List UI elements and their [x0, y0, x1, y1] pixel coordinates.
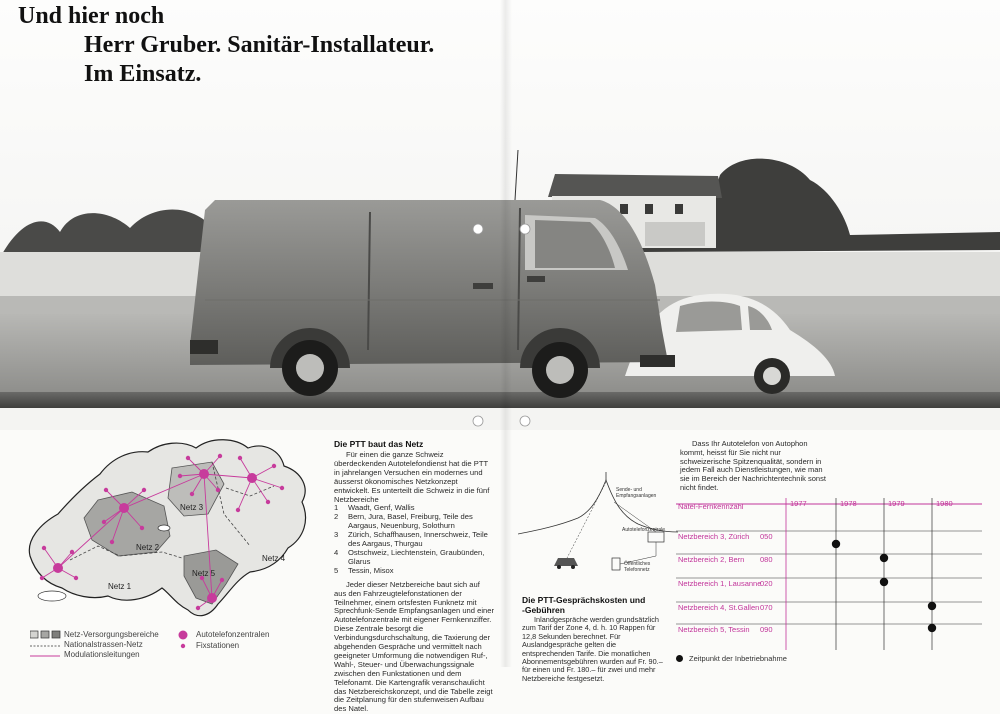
row-name: Netzbereich 4, St.Gallen: [678, 603, 760, 612]
legend-fixstationen: Fixstationen: [196, 641, 240, 650]
page-fold: [500, 0, 512, 667]
year-1979: 1979: [888, 499, 905, 508]
headline-line-3: Im Einsatz.: [84, 61, 202, 87]
table-row: [676, 625, 982, 639]
row-code: 070: [760, 603, 773, 612]
row-name: Netzbereich 1, Lausanne: [678, 579, 762, 588]
section-netz-para2: Jeder dieser Netzbereiche baut sich auf aus den Fahrzeugtelefonstationen der Teilnehmer, einem ortsfesten Funknetz mit Sprechfunk-Sende Empfangsanlagen und einer Autotelefonzentrale mit eigener Fernkennziffer. Diese Zentrale besorgt die Verbindungsdurchschaltung, die Taxierung der abgehenden Gespräche und vermittelt nach geeigneter Umformung die notwendigen Ruf-, Wahl-, Steuer- und Überwachungssignale zwischen den Funkstationen und dem Telefonamt. Die Kartengrafik veranschaulicht das Netzbereichskonzept, und die Tabelle zeigt die Zeitplanung für den stufenweisen Aufbau des Natel.: [334, 579, 495, 714]
legend-netz-bereiche: Netz-Versorgungsbereiche: [64, 630, 159, 639]
table-row: [676, 532, 982, 546]
row-name: Netzbereich 3, Zürich: [678, 532, 750, 541]
table-row: [676, 603, 982, 617]
list-item: 5 Tessin, Misox: [334, 565, 394, 575]
diagram-label-zentrale: Autotelefonzentrale: [622, 527, 666, 533]
row-code: 080: [760, 555, 773, 564]
legend-symbols: [30, 630, 66, 666]
section-netz-body: [334, 451, 494, 714]
section-netz-intro: Für einen die ganze Schweiz überdeckenden Autotelefondienst hat die PTT in jahrelangen Versuchen ein modernes und äusserst ökonomisches Netzkonzept entwickelt. Es unterteilt die Schweiz in die fünf Netzbereiche: [334, 450, 490, 504]
legend-modulation: Modulationsleitungen: [64, 650, 140, 659]
netzbereiche-list: [334, 504, 494, 575]
row-code: 090: [760, 625, 773, 634]
row-name: Netzbereich 2, Bern: [678, 555, 745, 564]
section-kosten-body: Inlandgespräche werden grundsätzlich zum Tarif der Zone 4, d. h. 10 Rappen für 12,8 Sekunden berechnet. Für Auslandgespräche gelten die entsprechenden Tarife. Die monatlichen Abonnementsgebühren wurden auf Fr. 90.– für einen und Fr. 180.– für zwei und mehr Netzbereiche festgesetzt.: [522, 615, 663, 683]
diagram-label-telefonnetz: Öffentliches Telefonnetz: [624, 561, 651, 573]
legend-dot-icon: [676, 655, 683, 662]
headline: [18, 2, 434, 89]
row-code: 050: [760, 532, 773, 541]
list-item: 2 Bern, Jura, Basel, Freiburg, Teile des Aargaus, Neuenburg, Solothurn: [334, 512, 473, 531]
list-item: 1 Waadt, Genf, Wallis: [334, 503, 415, 513]
radio-network-diagram: [518, 472, 678, 582]
headline-line-2: Herr Gruber. Sanitär-Installateur.: [84, 32, 435, 58]
map-legend: [30, 630, 330, 666]
diagram-label-sende: Sende- und Empfangsanlagen: [616, 487, 657, 499]
natel-timeline-table: [676, 494, 982, 654]
autophon-intro: Dass Ihr Autotelefon von Autophon kommt, heisst für Sie nicht nur schweizerische Spitzenqualität, sondern in jedem Fall auch Dienstleistungen, wie man sie im Bereich der Nachrichtentechnik sonst nicht findet.: [680, 439, 826, 492]
list-item: 4 Ostschweiz, Liechtenstein, Graubünden, Glarus: [334, 547, 485, 566]
legend-autotelefonzentralen: Autotelefonzentralen: [196, 630, 270, 639]
legend-nationalstrassen: Nationalstrassen-Netz: [64, 640, 143, 649]
netz-2-label: Netz 2: [136, 543, 160, 552]
list-item: 3 Zürich, Schaffhausen, Innerschweiz, Teile des Aargaus, Thurgau: [334, 530, 488, 549]
year-1977: 1977: [790, 499, 807, 508]
netz-5-label: Netz 5: [192, 569, 216, 578]
timeline-header: Natel-Fernkennzahl: [678, 502, 744, 511]
year-1978: 1978: [840, 499, 857, 508]
switzerland-network-map: [12, 428, 318, 628]
section-netz-title: Die PTT baut das Netz: [334, 439, 424, 449]
netz-3-label: Netz 3: [180, 503, 204, 512]
year-1980: 1980: [936, 499, 953, 508]
legend-dot-symbols: [176, 630, 190, 652]
netz-4-label: Netz 4: [262, 554, 286, 563]
netz-1-label: Netz 1: [108, 582, 132, 591]
row-code: 020: [760, 579, 773, 588]
table-row: [676, 579, 982, 593]
section-kosten-title: Die PTT-Gesprächskosten und -Gebühren: [522, 595, 646, 615]
row-name: Netzbereich 5, Tessin: [678, 625, 750, 634]
headline-line-1: Und hier noch: [18, 3, 165, 29]
timeline-legend: Zeitpunkt der Inbetriebnahme: [676, 654, 787, 663]
table-row: [676, 555, 982, 569]
